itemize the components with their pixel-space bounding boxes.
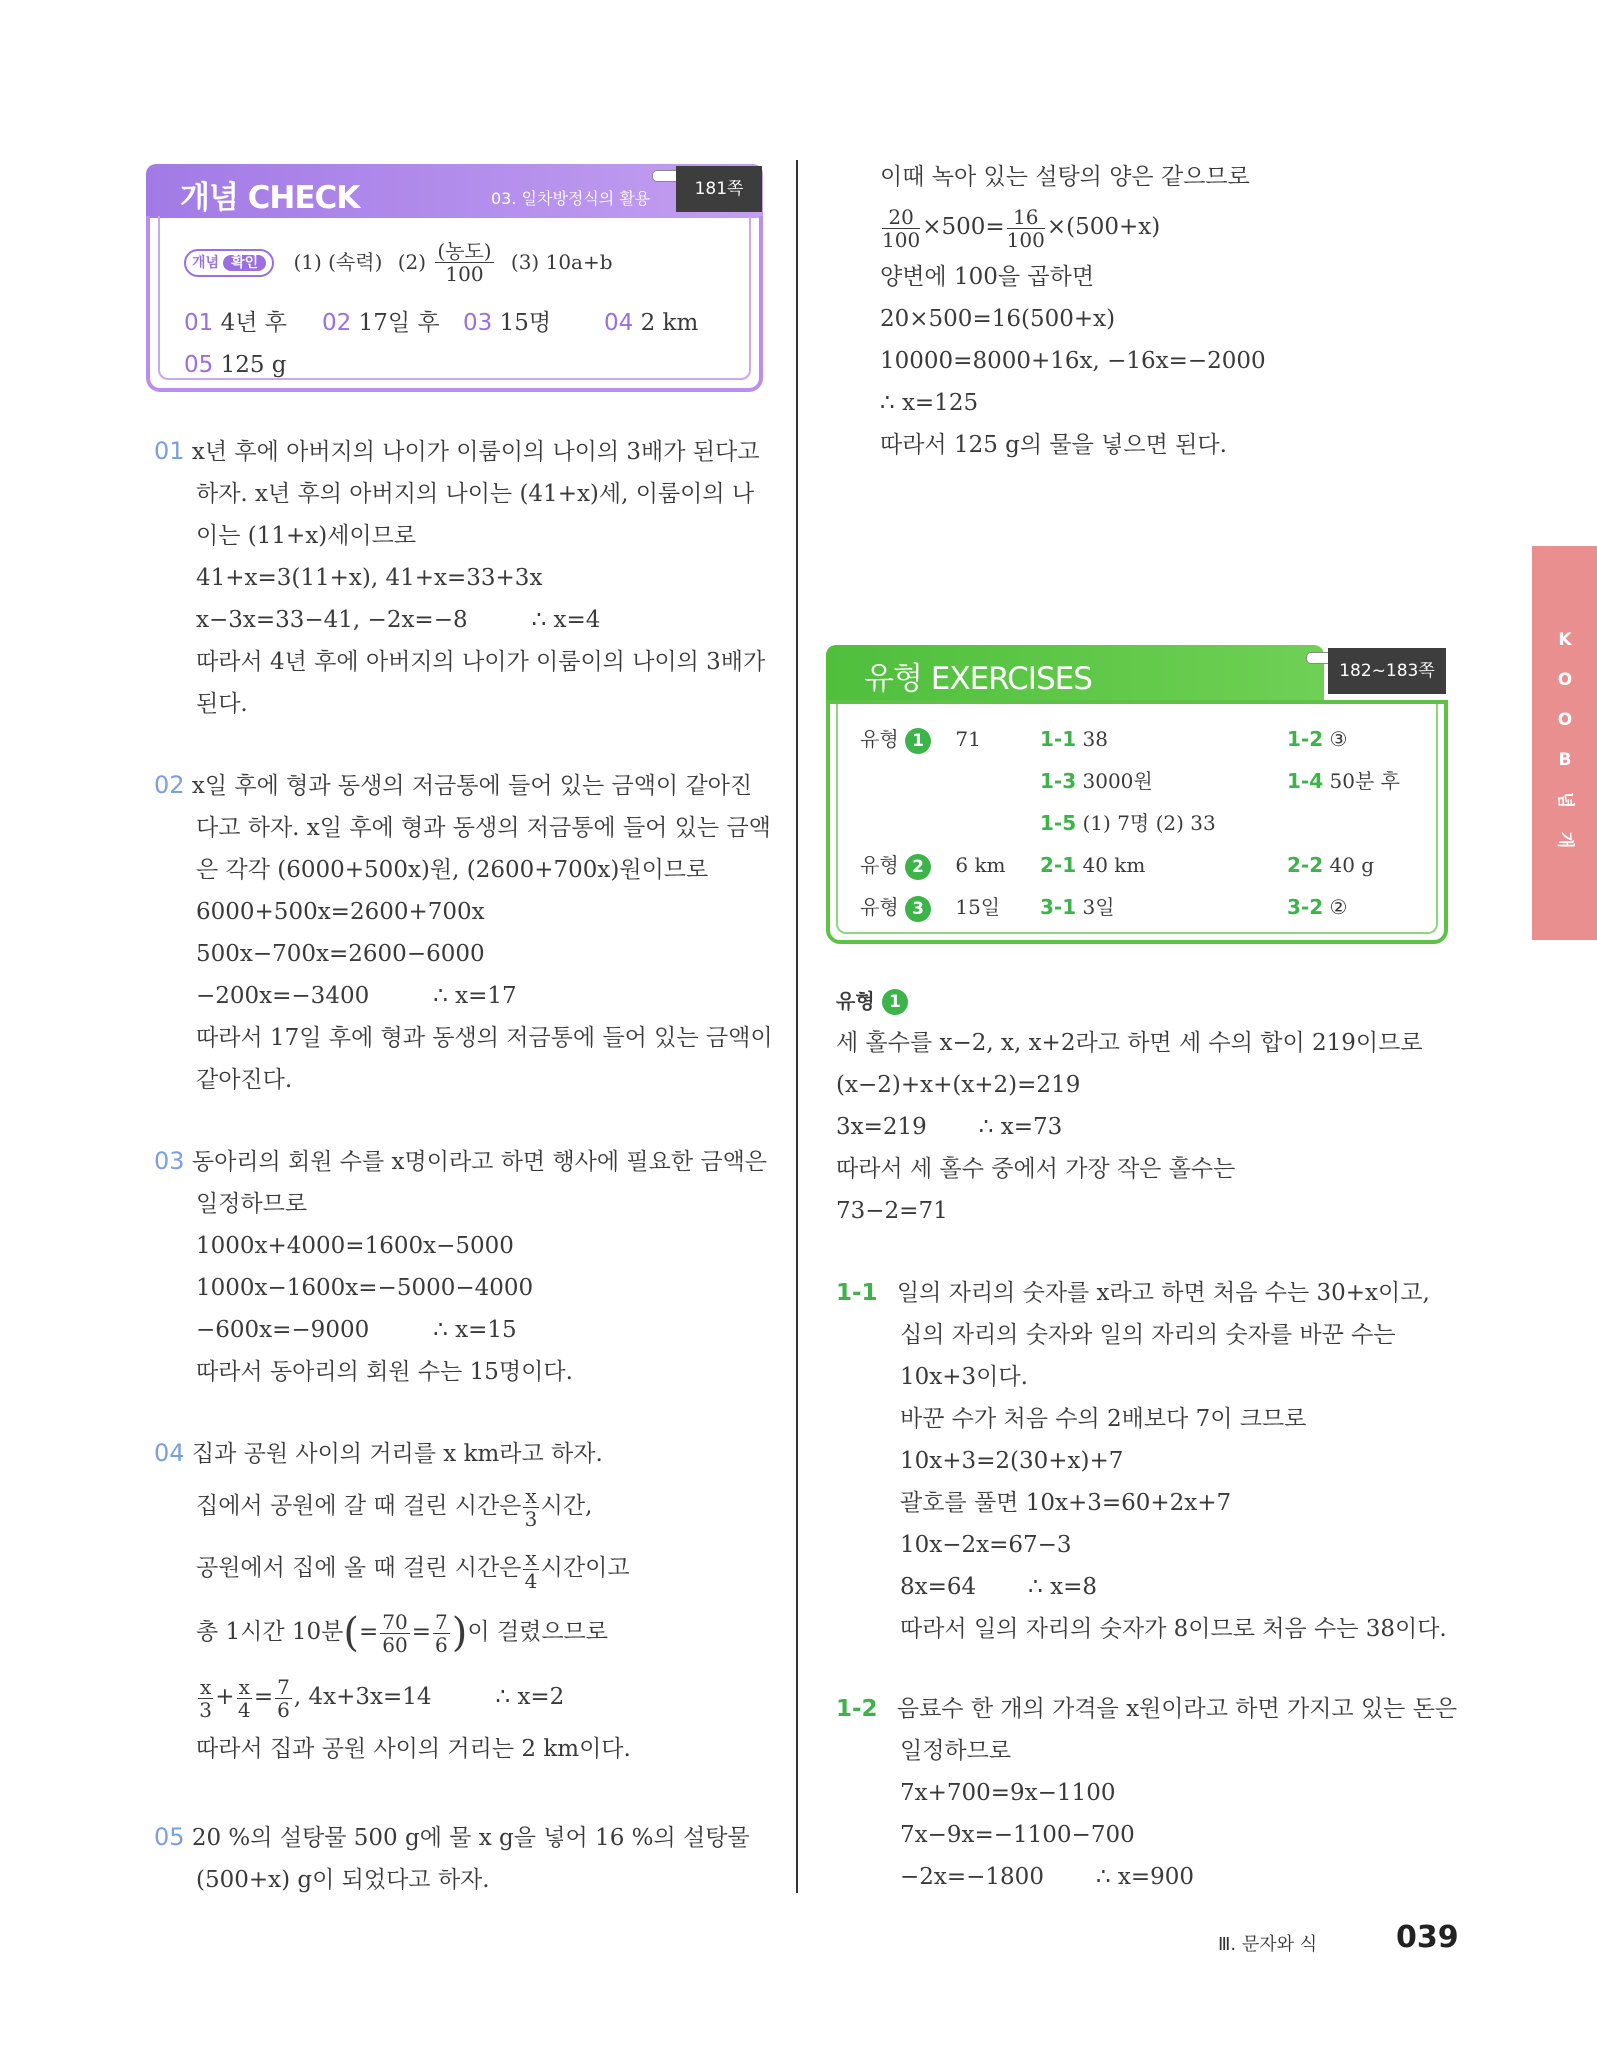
side-tab-label: K O O B 념 개 [1555, 630, 1575, 849]
concept-confirm-badge: 개념 확인 [184, 249, 274, 277]
concept-check-box: 개념 확인 (1) (속력) (2) $\frac{\text{(농도)}}{100}$ (3) 10a+b 01 4년 후 02 17일 후 03 15명 04 2 km 05 125 g [146, 216, 763, 392]
type-number-badge: 2 [905, 854, 931, 880]
problem-01: 01 x년 후에 아버지의 나이가 이룸이의 나이의 3배가 된다고 하자. x년 후의 아버지의 나이는 (41+x)세, 이룸이의 나 이는 (11+x)세이므로 41+x=3(11+x), 41+x=33+3x x−3x=33−41, −2x=−8 ∴ x=4 따라서 4년 후에 아버지의 나이가 이룸이의 나이의 3배가 된다. [154, 437, 766, 717]
solution-1-2: 1-2 음료수 한 개의 가격을 x원이라고 하면 가지고 있는 돈은 일정하므로 7x+700=9x−1100 7x−9x=−1100−700 −2x=−1800 ∴ x=900 [836, 1696, 1458, 1890]
problem-03: 03 동아리의 회원 수를 x명이라고 하면 행사에 필요한 금액은 일정하므로 1000x+4000=1600x−5000 1000x−1600x=−5000−4000 −600x=−9000 ∴ x=15 따라서 동아리의 회원 수는 15명이다. [154, 1147, 768, 1385]
problem-05-continued: 이때 녹아 있는 설탕의 양은 같으므로 $\frac{20}{100}$ ×500= $\frac{16}{100}$ ×(500+x) 양변에 100을 곱하면 20×500=16(500+x) 10000=8000+16x, −16x=−2000 ∴ x=125 따라서 125 g의 물을 넣으면 된다. [880, 164, 1266, 458]
exercises-box: 유형 1 71 1-1 38 1-2 ③ 1-3 3000원 1-4 50분 후 1-5 (1) 7명 (2) 33 유형 2 6 km 2-1 40 km 2-2 40 g 유형 3 15일 3-1 3일 3-2 ② [826, 700, 1448, 944]
problem-number: 04 [154, 1439, 185, 1467]
solution-number: 1-1 [836, 1280, 878, 1306]
problem-02: 02 x일 후에 형과 동생의 저금통에 들어 있는 금액이 같아진 다고 하자. x일 후에 형과 동생의 저금통에 들어 있는 금액 은 각각 (6000+500x)원, (2600+700x)원이므로 6000+500x=2600+700x 500x−700x=2600−6000 −200x=−3400 ∴ x=17 따라서 17일 후에 형과 동생의 저금통에 들어 있는 금액이 같아진다. [154, 771, 773, 1093]
exercises-header [826, 645, 1324, 701]
concept-confirm-row: 개념 확인 (1) (속력) (2) $\frac{\text{(농도)}}{100}$ (3) 10a+b [184, 240, 613, 285]
page-number: 039 [1396, 1920, 1459, 1955]
exercises-page-tag: 182~183쪽 [1328, 648, 1446, 694]
type1-solution: 유형 1 세 홀수를 x−2, x, x+2라고 하면 세 수의 합이 219이므로 (x−2)+x+(x+2)=219 3x=219 ∴ x=73 따라서 세 홀수 중에서 가장 작은 홀수는 73−2=71 [836, 989, 1423, 1224]
type-number-badge: 3 [905, 896, 931, 922]
footer-section: Ⅲ. 문자와 식 [1218, 1934, 1318, 1955]
answer-row: 01 4년 후 [184, 310, 287, 336]
exercises-title: 유형 EXERCISES [864, 661, 1092, 697]
page-reference-tag: 181쪽 [676, 166, 762, 212]
concept-check-title: 개념 CHECK [180, 180, 360, 216]
column-divider [796, 160, 798, 1893]
problem-number: 01 [154, 437, 185, 465]
problem-04: 04 집과 공원 사이의 거리를 x km라고 하자. 집에서 공원에 갈 때 걸린 시간은 $\frac{x}{3}$ 시간, 공원에서 집에 올 때 걸린 시간은 $\frac{x}{4}$ 시간이고 총 1시간 10분(= $\frac{70}{60}$ = $\frac{7}{6}$ )이 걸렸으므로 $\frac{x}{3}$ + $\frac{x}{4}$ = $\frac{7}{6}$ , 4x+3x=14 ∴ x=2 따라서 집과 공원 사이의 거리는 2 km이다. [154, 1439, 631, 1762]
problem-number: 03 [154, 1147, 185, 1175]
problem-number: 05 [154, 1823, 185, 1851]
concept-check-subtitle: 03. 일차방정식의 활용 [491, 189, 651, 208]
problem-05: 05 20 %의 설탕물 500 g에 물 x g을 넣어 16 %의 설탕물 (500+x) g이 되었다고 하자. [154, 1823, 750, 1893]
type-number-badge: 1 [905, 728, 931, 754]
problem-number: 02 [154, 771, 185, 799]
fraction-concentration: $\frac{\text{(농도)}}{100}$ [437, 239, 492, 286]
solution-1-1: 1-1 일의 자리의 숫자를 x라고 하면 처음 수는 30+x이고, 십의 자리의 숫자와 일의 자리의 숫자를 바꾼 수는 10x+3이다. 바꾼 수가 처음 수의 2배보다 7이 크므로 10x+3=2(30+x)+7 괄호를 풀면 10x+3=60+2x+7 10x−2x=67−3 8x=64 ∴ x=8 따라서 일의 자리의 숫자가 8이므로 처음 수는 38이다. [836, 1280, 1447, 1642]
solution-number: 1-2 [836, 1696, 878, 1722]
type-number-badge: 1 [882, 989, 908, 1015]
